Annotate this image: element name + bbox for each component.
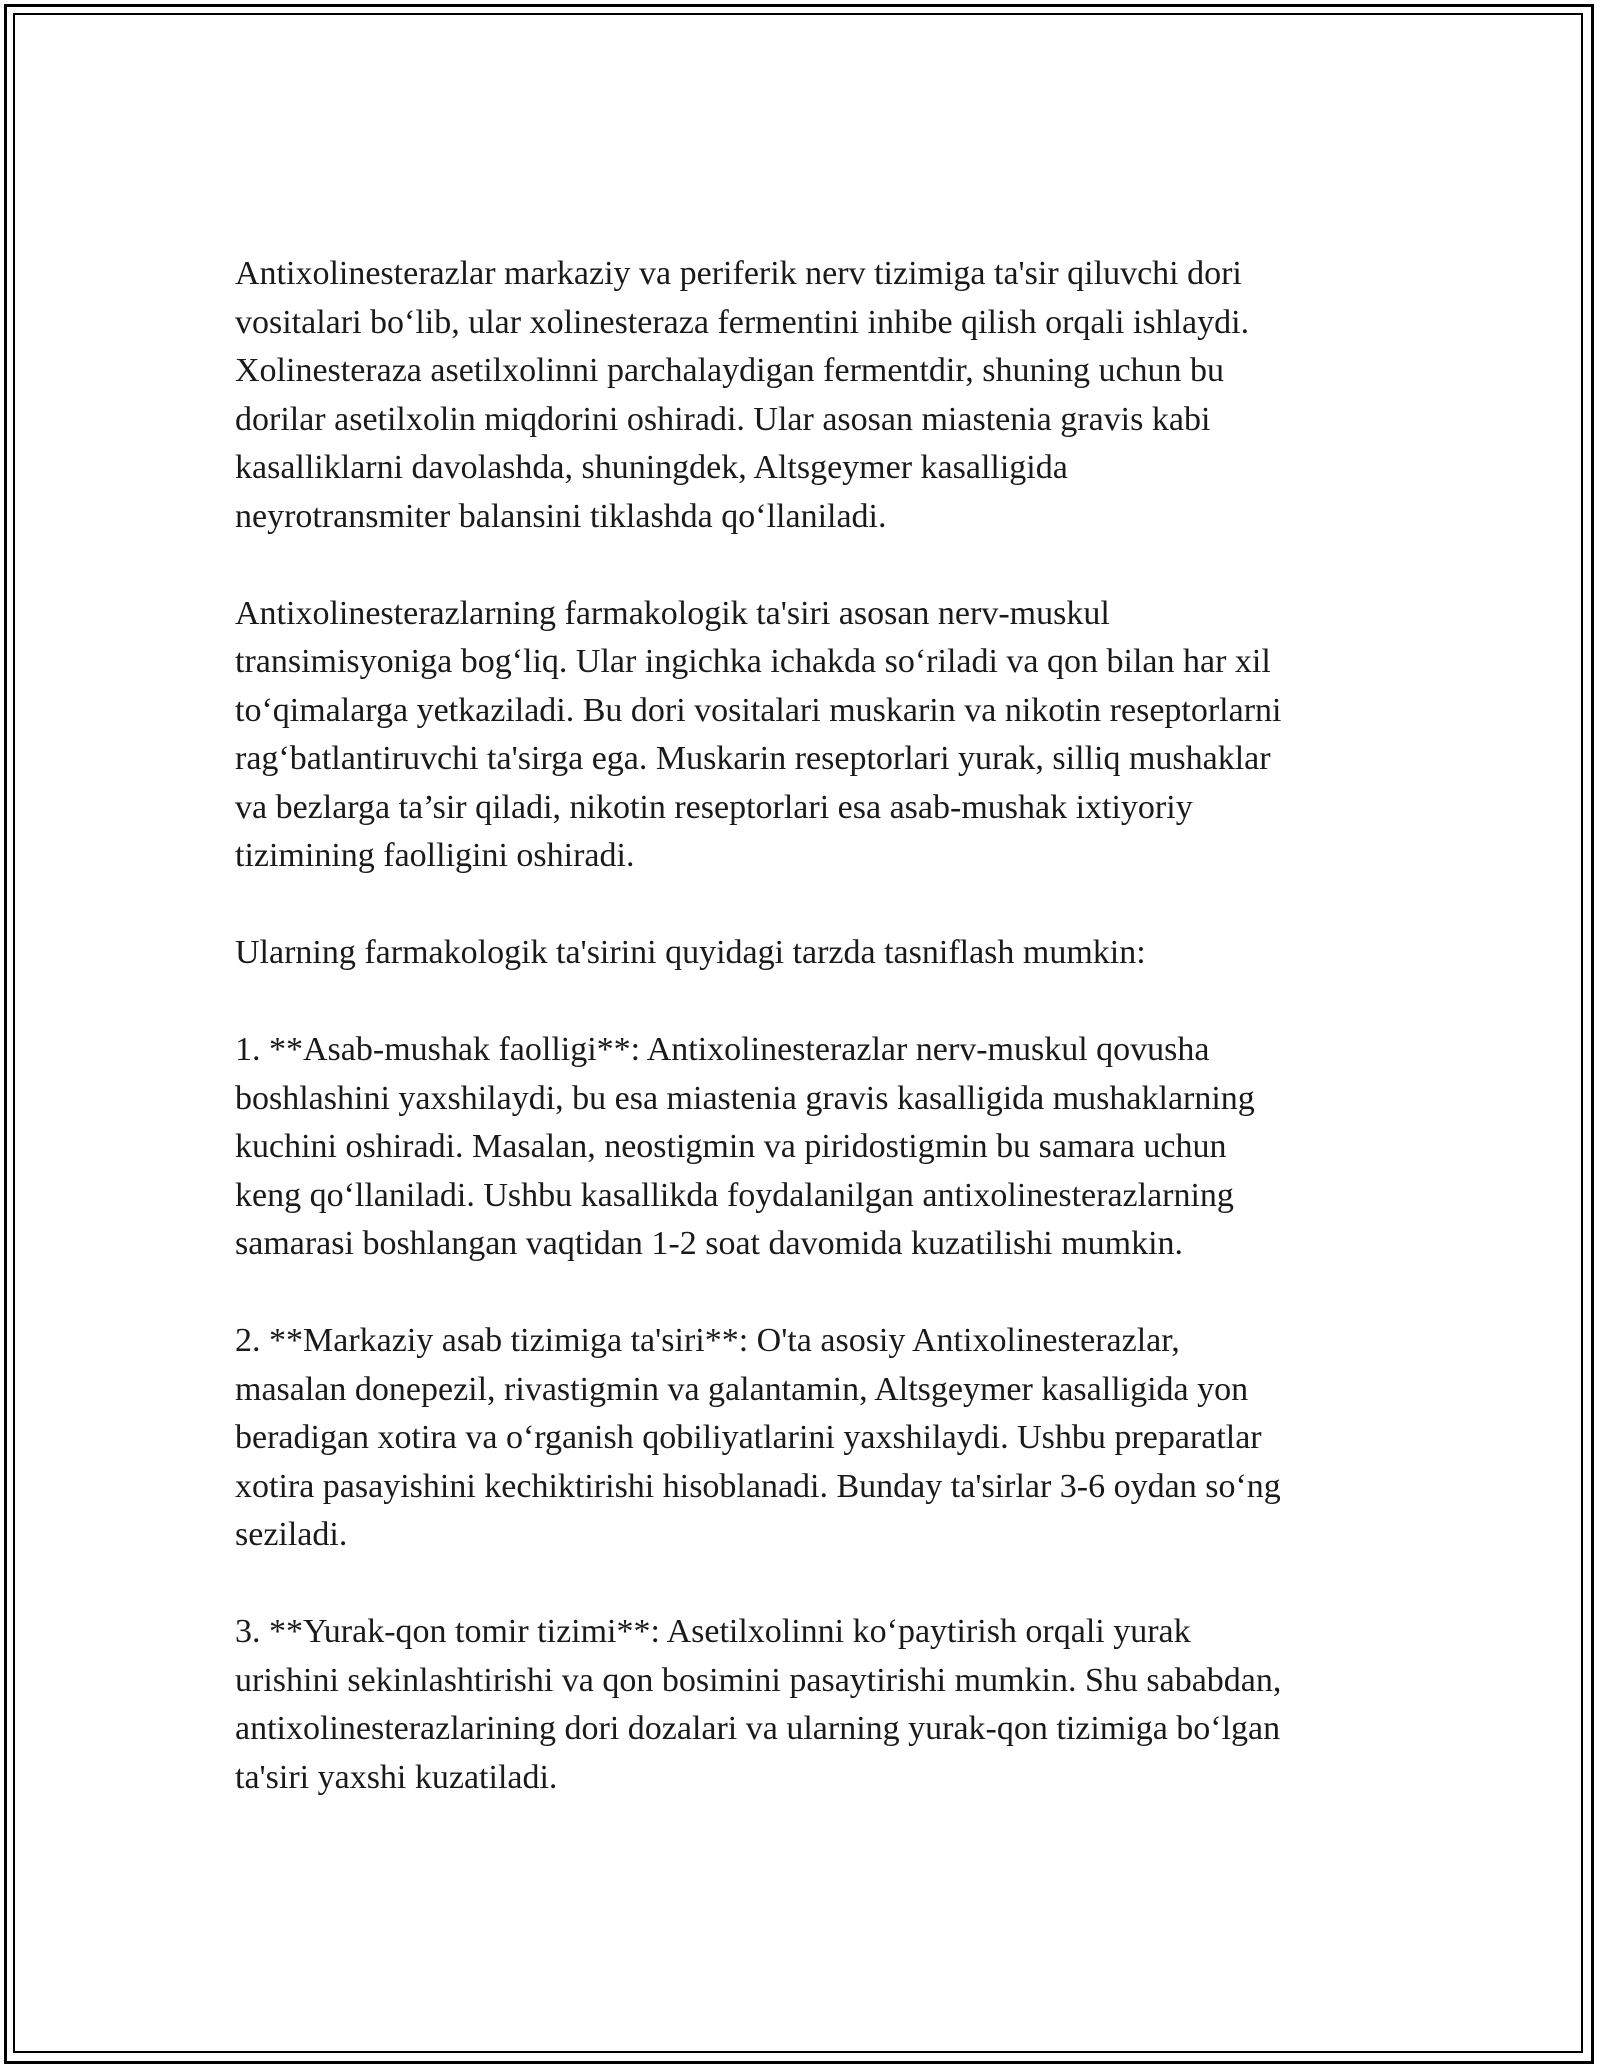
paragraph-classification-lead: Ularning farmakologik ta'sirini quyidagi tarzda tasniflash mumkin: bbox=[235, 934, 1146, 971]
list-item-cns: 2. **Markaziy asab tizimiga ta'siri**: O'ta asosiy Antixolinesterazlar, masalan donepezil, rivastigmin va galantamin, Altsgeymer kasalligida yon beradigan xotira va o‘rganish qobiliyatlarini yaxshilaydi. Ushbu preparatlar xotira pasayishini kechiktirishi hisoblanadi. Bunday ta'sirlar 3-6 oydan so‘ng seziladi. bbox=[235, 1322, 1281, 1553]
list-item-neuromuscular: 1. **Asab-mushak faolligi**: Antixolinesterazlar nerv-muskul qovusha boshlashini yaxshilaydi, bu esa miastenia gravis kasalligida mushaklarning kuchini oshiradi. Masalan, neostigmin va piridostigmin bu samara uchun keng qo‘llaniladi. Ushbu kasallikda foydalanilgan antixolinesterazlarning samarasi boshlangan vaqtidan 1-2 soat davomida kuzatilishi mumkin. bbox=[235, 1031, 1255, 1262]
paragraph-intro: Antixolinesterazlar markaziy va periferik nerv tizimiga ta'sir qiluvchi dori vositalari bo‘lib, ular xolinesteraza fermentini inhibe qilish orqali ishlaydi. Xolinesteraza asetilxolinni parchalaydigan fermentdir, shuning uchun bu dorilar asetilxolin miqdorini oshiradi. Ular asosan miastenia gravis kabi kasalliklarni davolashda, shuningdek, Altsgeymer kasalligida neyrotransmiter balansini tiklashda qo‘llaniladi. bbox=[235, 255, 1250, 535]
paragraph-pharmacology: Antixolinesterazlarning farmakologik ta'siri asosan nerv-muskul transimisyoniga bog‘liq. Ular ingichka ichakda so‘riladi va qon bilan har xil to‘qimalarga yetkaziladi. Bu dori vositalari muskarin va nikotin reseptorlarni rag‘batlantiruvchi ta'sirga ega. Muskarin reseptorlari yurak, silliq mushaklar va bezlarga ta’sir qiladi, nikotin reseptorlari esa asab-mushak ixtiyoriy tizimining faolligini oshiradi. bbox=[235, 594, 1282, 874]
document-body bbox=[235, 250, 1375, 1802]
list-item-cardiovascular: 3. **Yurak-qon tomir tizimi**: Asetilxolinni ko‘paytirish orqali yurak urishini sekinlashtirishi va qon bosimini pasaytirishi mumkin. Shu sababdan, antixolinesterazlarining dori dozalari va ularning yurak-qon tizimiga bo‘lgan ta'siri yaxshi kuzatiladi. bbox=[235, 1613, 1282, 1796]
